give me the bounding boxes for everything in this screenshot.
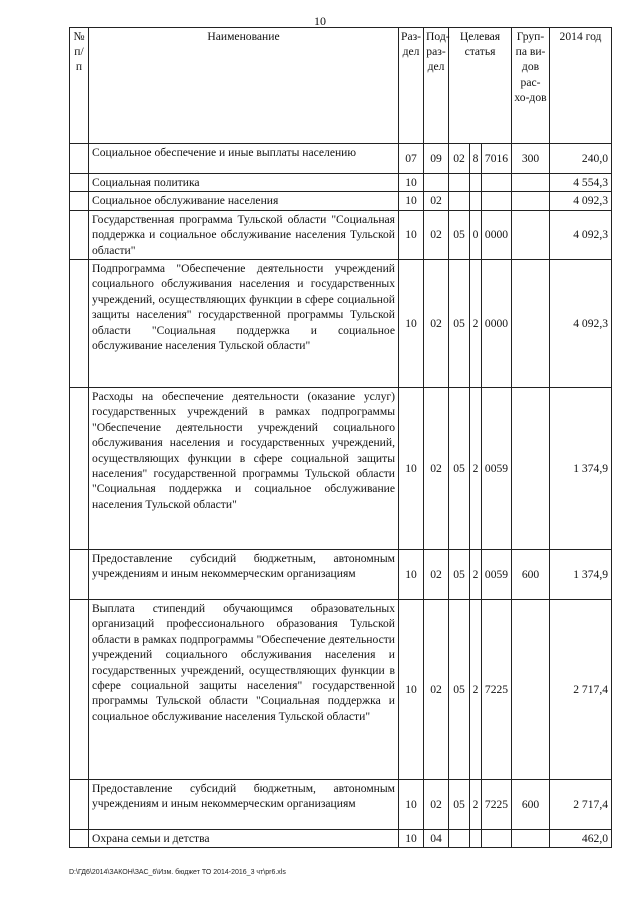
row-target-2: 2 (470, 600, 482, 780)
row-razdel: 10 (399, 830, 424, 848)
row-target-2 (470, 174, 482, 192)
row-podrazdel (424, 174, 449, 192)
row-razdel: 10 (399, 600, 424, 780)
table-row (70, 174, 612, 192)
table-row (70, 550, 612, 600)
row-target-2: 8 (470, 144, 482, 174)
table-row (70, 192, 612, 210)
row-target-3 (482, 174, 512, 192)
row-amount: 4 092,3 (550, 192, 612, 210)
page-number: 10 (314, 14, 326, 28)
table-row (70, 388, 612, 550)
row-target-3: 0059 (482, 550, 512, 600)
budget-table (69, 27, 612, 848)
row-group: 600 (512, 780, 550, 830)
row-name: Охрана семьи и детства (89, 830, 399, 848)
row-target-1: 05 (449, 600, 470, 780)
row-target-3: 0000 (482, 260, 512, 388)
row-num-cell (70, 260, 89, 388)
row-target-2 (470, 192, 482, 210)
row-target-2: 0 (470, 210, 482, 259)
row-group: 600 (512, 550, 550, 600)
row-podrazdel: 02 (424, 550, 449, 600)
row-amount: 2 717,4 (550, 780, 612, 830)
row-name: Социальное обеспечение и иные выплаты населению (89, 144, 399, 174)
row-num-cell (70, 600, 89, 780)
row-amount: 1 374,9 (550, 388, 612, 550)
row-podrazdel: 02 (424, 388, 449, 550)
row-razdel: 10 (399, 192, 424, 210)
row-group (512, 600, 550, 780)
row-target-3: 7016 (482, 144, 512, 174)
row-group (512, 260, 550, 388)
table-row (70, 780, 612, 830)
row-amount: 4 092,3 (550, 210, 612, 259)
row-num-cell (70, 144, 89, 174)
row-razdel: 07 (399, 144, 424, 174)
row-podrazdel: 09 (424, 144, 449, 174)
header-year: 2014 год (550, 28, 612, 144)
header-name: Наименование (89, 28, 399, 144)
row-group: 300 (512, 144, 550, 174)
row-razdel: 10 (399, 388, 424, 550)
row-target-3: 0000 (482, 210, 512, 259)
row-podrazdel: 04 (424, 830, 449, 848)
row-num-cell (70, 780, 89, 830)
table-row (70, 144, 612, 174)
row-target-1: 05 (449, 210, 470, 259)
row-target-1: 05 (449, 388, 470, 550)
row-amount: 4 092,3 (550, 260, 612, 388)
row-razdel: 10 (399, 780, 424, 830)
row-num-cell (70, 550, 89, 600)
row-name: Социальная политика (89, 174, 399, 192)
header-target: Целевая статья (449, 28, 512, 144)
table-row (70, 830, 612, 848)
row-group (512, 192, 550, 210)
row-target-1 (449, 174, 470, 192)
row-group (512, 830, 550, 848)
row-target-2: 2 (470, 260, 482, 388)
row-razdel: 10 (399, 210, 424, 259)
header-podrazdel: Под-раз-дел (424, 28, 449, 144)
header-group: Груп-па ви-дов рас-хо-дов (512, 28, 550, 144)
row-target-1: 05 (449, 260, 470, 388)
header-razdel: Раз-дел (399, 28, 424, 144)
row-group (512, 174, 550, 192)
row-name: Социальное обслуживание населения (89, 192, 399, 210)
row-target-2: 2 (470, 388, 482, 550)
row-podrazdel: 02 (424, 210, 449, 259)
row-target-1: 05 (449, 550, 470, 600)
row-num-cell (70, 210, 89, 259)
row-group (512, 388, 550, 550)
row-group (512, 210, 550, 259)
row-target-2: 2 (470, 550, 482, 600)
row-name: Расходы на обеспечение деятельности (оказание услуг) государственных учреждений в рамках подпрограммы "Обеспечение деятельности учреждений социального обслуживания населения и государственных учреждений, осуществляющих функции в сфере социальной защиты населения" государственной программы Тульской области "Социальная поддержка и социальное обслуживание населения Тульской области" (89, 388, 399, 550)
row-amount: 1 374,9 (550, 550, 612, 600)
row-amount: 2 717,4 (550, 600, 612, 780)
row-target-3 (482, 192, 512, 210)
row-target-2 (470, 830, 482, 848)
row-target-3: 7225 (482, 780, 512, 830)
file-path-footer: D:\ГД6\2014\ЗАКОН\ЗАС_6\Изм. бюджет ТО 2014-2016_3 чт\pr6.xls (69, 869, 286, 876)
row-target-3: 7225 (482, 600, 512, 780)
table-row (70, 600, 612, 780)
row-target-2: 2 (470, 780, 482, 830)
row-target-1: 05 (449, 780, 470, 830)
row-razdel: 10 (399, 550, 424, 600)
row-podrazdel: 02 (424, 780, 449, 830)
row-name: Выплата стипендий обучающимся образовательных организаций профессионального образования Тульской области в рамках подпрограммы "Обеспечение деятельности учреждений социального обслуживания населения и государственных учреждений, осуществляющих функции в сфере социальной защиты населения" государственной программы Тульской области "Социальная поддержка и социальное обслуживание населения Тульской области" (89, 600, 399, 780)
row-amount: 4 554,3 (550, 174, 612, 192)
row-amount: 240,0 (550, 144, 612, 174)
row-name: Подпрограмма "Обеспечение деятельности учреждений социального обслуживания населения и государственных учреждений, осуществляющих функции в сфере социальной защиты населения" государственной программы Тульской области "Социальная поддержка и социальное обслуживание населения Тульской области" (89, 260, 399, 388)
row-podrazdel: 02 (424, 260, 449, 388)
row-amount: 462,0 (550, 830, 612, 848)
row-target-3 (482, 830, 512, 848)
row-num-cell (70, 174, 89, 192)
row-num-cell (70, 830, 89, 848)
row-razdel: 10 (399, 174, 424, 192)
row-num-cell (70, 192, 89, 210)
table-row (70, 210, 612, 259)
row-name: Предоставление субсидий бюджетным, автономным учреждениям и иным некоммерческим организациям (89, 780, 399, 830)
table-row (70, 260, 612, 388)
table-header-row (70, 28, 612, 144)
row-podrazdel: 02 (424, 600, 449, 780)
row-razdel: 10 (399, 260, 424, 388)
row-podrazdel: 02 (424, 192, 449, 210)
row-target-1 (449, 192, 470, 210)
header-num: № п/п (70, 28, 89, 144)
row-target-1: 02 (449, 144, 470, 174)
row-name: Предоставление субсидий бюджетным, автономным учреждениям и иным некоммерческим организациям (89, 550, 399, 600)
row-target-1 (449, 830, 470, 848)
row-target-3: 0059 (482, 388, 512, 550)
row-num-cell (70, 388, 89, 550)
row-name: Государственная программа Тульской области "Социальная поддержка и социальное обслуживание населения Тульской области" (89, 210, 399, 259)
